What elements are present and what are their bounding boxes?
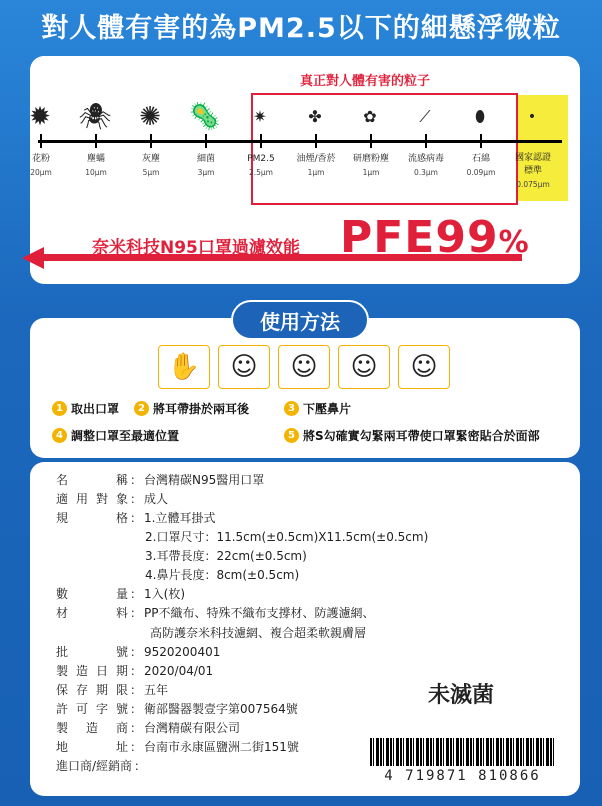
info-value: 9520200401 xyxy=(144,645,221,659)
axis-tick xyxy=(150,134,152,148)
step-1-image xyxy=(158,345,210,389)
particle-size: 20μm xyxy=(30,168,52,177)
howto-title: 使用方法 xyxy=(231,300,369,340)
axis-tick xyxy=(205,134,207,148)
particle-size: 1μm xyxy=(307,168,325,177)
info-row xyxy=(56,471,264,490)
pfe-percent: % xyxy=(498,225,530,260)
particle-size: 0.09μm xyxy=(466,168,496,177)
asbestos-icon: ⬮ xyxy=(474,107,486,126)
particle-label xyxy=(341,152,401,180)
step-4: 4 調整口罩至最適位置 xyxy=(52,427,179,444)
info-row xyxy=(56,719,240,738)
info-key: 規格 xyxy=(56,511,128,525)
step-5-image xyxy=(398,345,450,389)
axis-tick xyxy=(40,134,42,148)
particle-size: 10μm xyxy=(85,168,107,177)
dust-mite-icon: 🕷 xyxy=(78,102,112,132)
info-sep: ： xyxy=(129,511,142,525)
info-value: 五年 xyxy=(144,683,169,697)
info-value: 台灣精碳N95醫用口罩 xyxy=(144,473,265,487)
info-sep: ： xyxy=(129,492,142,506)
info-sep: ： xyxy=(129,702,142,716)
face-icon: ☺ xyxy=(230,352,258,382)
info-value: 衛部醫器製壹字第007564號 xyxy=(144,702,298,716)
info-key: 製造商 xyxy=(56,721,128,735)
info-value: 1.立體耳掛式 xyxy=(144,511,216,525)
info-value: 台灣精碳有限公司 xyxy=(144,721,241,735)
info-key: 許可字號 xyxy=(56,702,128,716)
axis-tick xyxy=(425,134,427,148)
particle-name: 國家認證標準 xyxy=(514,153,551,176)
info-sep: ： xyxy=(129,721,142,735)
particle-size: 0.3μm xyxy=(413,168,438,177)
pfe-label: 奈米科技N95口罩過濾效能 xyxy=(92,238,300,258)
info-value: PP不織布、特殊不織布支撐材、防護濾網、 xyxy=(144,606,375,620)
spec-line-4: 4.鼻片長度：8cm(±0.5cm) xyxy=(145,568,300,582)
particle-label xyxy=(503,152,563,192)
info-sep: ： xyxy=(129,473,142,487)
step-3: 3 下壓鼻片 xyxy=(284,400,351,417)
standard-dot-icon: • xyxy=(527,109,537,125)
virus-icon: ⟋ xyxy=(419,107,431,126)
info-key: 數量 xyxy=(56,587,128,601)
info-key: 保存期限 xyxy=(56,683,128,697)
face-icon: ☺ xyxy=(290,352,318,382)
particle-label xyxy=(451,152,511,180)
info-sep: ： xyxy=(129,683,142,697)
axis-tick xyxy=(480,134,482,148)
pfe-value xyxy=(340,212,530,263)
info-row xyxy=(56,490,168,509)
pollen-icon: ✹ xyxy=(29,102,51,132)
info-sep: ： xyxy=(129,606,142,620)
info-value: 成人 xyxy=(144,492,169,506)
particle-size: 2.5μm xyxy=(248,168,273,177)
particle-label xyxy=(66,152,126,180)
info-key: 批號 xyxy=(56,645,128,659)
info-row xyxy=(56,509,215,528)
info-key: 進口商/經銷商 xyxy=(56,759,133,773)
particle-size: 3μm xyxy=(197,168,215,177)
mask-icon: ✋ xyxy=(167,352,201,382)
info-sep: ： xyxy=(129,664,142,678)
material-line-2: 高防護奈米科技濾網、複合超柔軟親膚層 xyxy=(150,626,367,640)
info-row xyxy=(56,662,213,681)
info-value: 1入(枚) xyxy=(144,587,185,601)
particle-name: PM2.5 xyxy=(247,154,275,164)
face-icon: ☺ xyxy=(350,352,378,382)
info-sep: ： xyxy=(129,587,142,601)
info-sep: ： xyxy=(129,740,142,754)
info-key: 適用對象 xyxy=(56,492,128,506)
info-key: 地址 xyxy=(56,740,128,754)
info-sep: ： xyxy=(129,645,142,659)
axis-tick xyxy=(315,134,317,148)
info-key: 製造日期 xyxy=(56,664,128,678)
info-row xyxy=(56,700,298,719)
info-row xyxy=(56,585,185,604)
step-5: 5 將S勾確實勾緊兩耳帶使口罩緊密貼合於面部 xyxy=(284,427,540,444)
particle-size: 5μm xyxy=(142,168,160,177)
arrow-icon xyxy=(22,247,44,269)
info-key: 材料 xyxy=(56,606,128,620)
info-row xyxy=(56,681,168,700)
step-1: 1 取出口罩 xyxy=(52,400,119,417)
sterile-note: 未滅菌 xyxy=(428,683,495,708)
face-icon: ☺ xyxy=(410,352,438,382)
info-row xyxy=(56,643,220,662)
particle-name: 細菌 xyxy=(196,154,215,164)
info-key: 名稱 xyxy=(56,473,128,487)
particle-name: 灰塵 xyxy=(141,154,160,164)
harmful-title: 真正對人體有害的粒子 xyxy=(300,74,431,89)
pm25-icon: ✷ xyxy=(253,107,267,126)
particle-name: 塵蟎 xyxy=(86,154,105,164)
particle-label xyxy=(286,152,346,180)
particle-label xyxy=(121,152,181,180)
info-row xyxy=(56,757,148,776)
particle-name: 油煙/香菸 xyxy=(296,154,336,164)
bacteria-icon: 🦠 xyxy=(188,102,222,132)
info-value: 2020/04/01 xyxy=(144,664,214,678)
info-value: 台南市永康區鹽洲二街151號 xyxy=(144,740,299,754)
particle-name: 流感病毒 xyxy=(407,154,444,164)
step-2: 2 將耳帶掛於兩耳後 xyxy=(134,400,249,417)
spec-line-2: 2.口罩尺寸：11.5cm(±0.5cm)X11.5cm(±0.5cm) xyxy=(145,530,429,544)
particle-name: 花粉 xyxy=(31,154,50,164)
info-sep: ： xyxy=(134,759,147,773)
particle-label xyxy=(231,152,291,180)
step-3-image xyxy=(278,345,330,389)
ink-powder-icon: ✿ xyxy=(363,107,377,126)
particle-size: 1μm xyxy=(362,168,380,177)
particle-name: 石綿 xyxy=(471,154,490,164)
particle-label xyxy=(11,152,71,180)
particle-name: 研磨粉塵 xyxy=(352,154,389,164)
size-axis xyxy=(38,140,562,143)
axis-tick xyxy=(95,134,97,148)
step-4-image xyxy=(338,345,390,389)
particle-size: 0.075μm xyxy=(516,180,550,189)
axis-tick xyxy=(260,134,262,148)
smoke-icon: ✤ xyxy=(308,107,322,126)
step-2-image xyxy=(218,345,270,389)
barcode-number: 4 719871 810866 xyxy=(370,766,555,786)
info-row xyxy=(56,738,299,757)
particle-label xyxy=(396,152,456,180)
pfe-number: PFE99 xyxy=(340,212,499,263)
info-row xyxy=(56,604,374,623)
axis-tick xyxy=(370,134,372,148)
particle-label xyxy=(176,152,236,180)
spec-line-3: 3.耳帶長度：22cm(±0.5cm) xyxy=(145,549,307,563)
header-title: 對人體有害的為PM2.5以下的細懸浮微粒 xyxy=(41,13,561,44)
dust-icon: ✺ xyxy=(139,102,161,132)
